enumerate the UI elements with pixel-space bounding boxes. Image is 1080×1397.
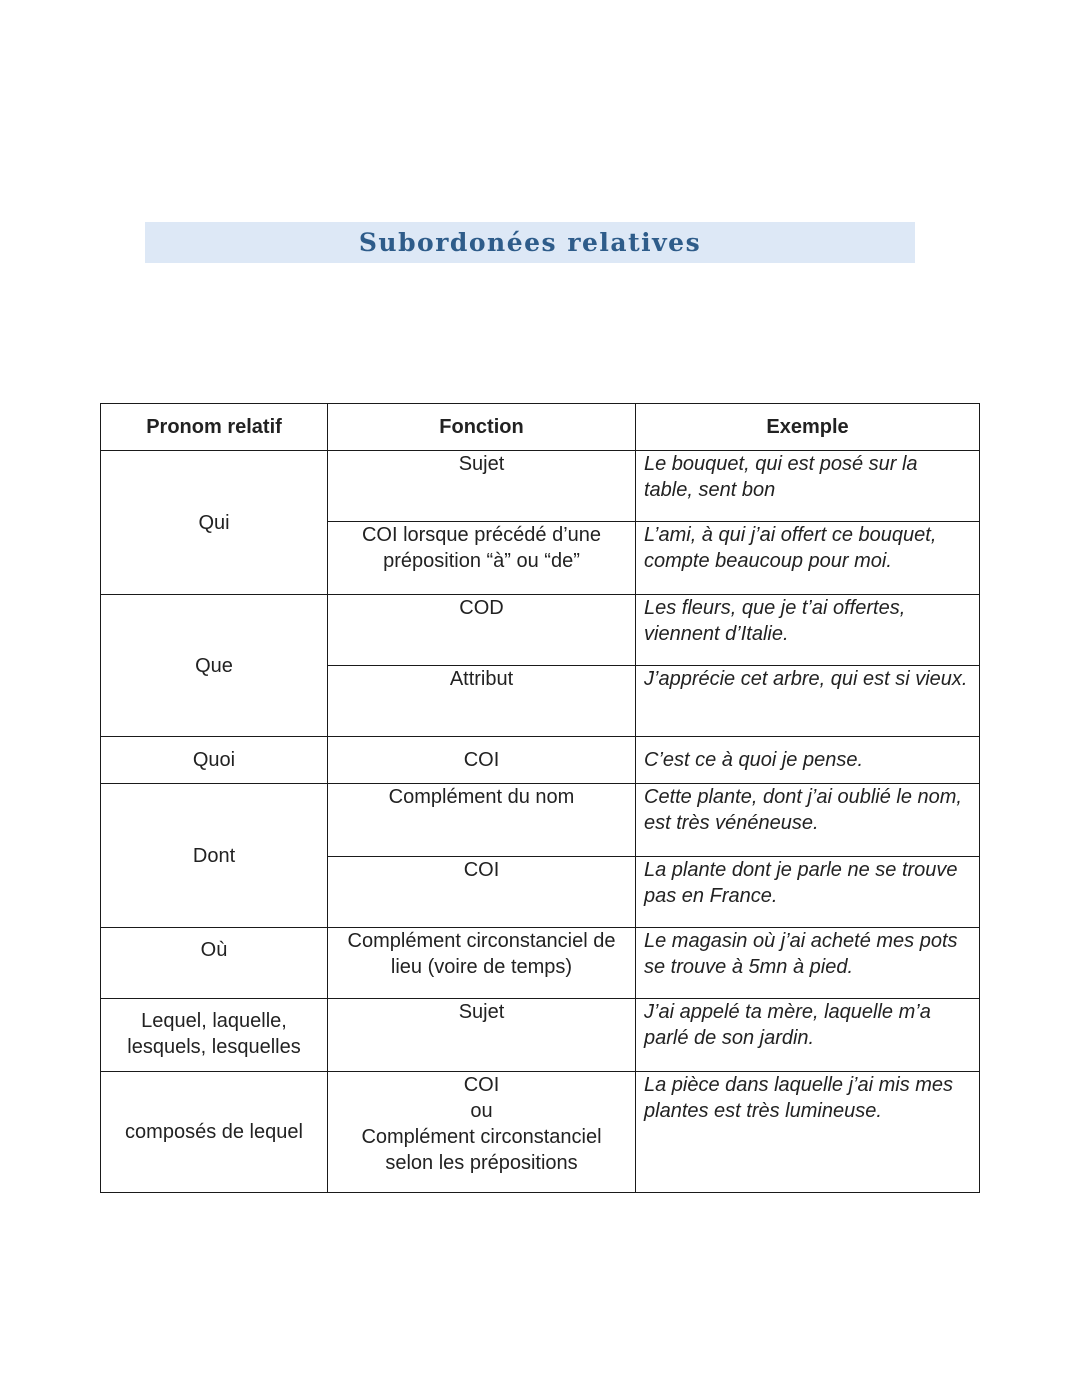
exemple-cell: La plante dont je parle ne se trouve pas en France. (636, 857, 980, 928)
pronom-cell: Dont (101, 784, 328, 928)
fonction-cell: COI (328, 857, 636, 928)
title-banner (145, 222, 915, 263)
table-row (101, 784, 980, 857)
exemple-cell: Cette plante, dont j’ai oublié le nom, est très vénéneuse. (636, 784, 980, 857)
fonction-cell: Sujet (328, 999, 636, 1072)
table-row (101, 1072, 980, 1193)
header-pronom: Pronom relatif (101, 404, 328, 451)
exemple-cell: L’ami, à qui j’ai offert ce bouquet, compte beaucoup pour moi. (636, 522, 980, 595)
table-row (101, 928, 980, 999)
fonction-cell: COI lorsque précédé d’une préposition “à” ou “de” (328, 522, 636, 595)
pronom-cell: Où (101, 928, 328, 999)
table-row (101, 451, 980, 522)
exemple-cell: Le bouquet, qui est posé sur la table, sent bon (636, 451, 980, 522)
pronom-cell: composés de lequel (101, 1072, 328, 1193)
exemple-cell: J’ai appelé ta mère, laquelle m’a parlé de son jardin. (636, 999, 980, 1072)
fonction-cell (328, 1072, 636, 1193)
fonction-line: Complément circonstanciel (361, 1126, 602, 1148)
relative-pronouns-table (100, 403, 980, 1193)
fonction-line: COI (463, 1074, 500, 1096)
fonction-cell: Complément du nom (328, 784, 636, 857)
fonction-cell: COI (328, 737, 636, 784)
fonction-cell: Attribut (328, 666, 636, 737)
exemple-cell: J’apprécie cet arbre, qui est si vieux. (636, 666, 980, 737)
header-fonction: Fonction (328, 404, 636, 451)
table-row (101, 737, 980, 784)
pronom-cell: Lequel, laquelle, lesquels, lesquelles (101, 999, 328, 1072)
table-row (101, 595, 980, 666)
header-exemple: Exemple (636, 404, 980, 451)
exemple-cell: Les fleurs, que je t’ai offertes, viennent d’Italie. (636, 595, 980, 666)
table-header-row (101, 404, 980, 451)
table-row (101, 999, 980, 1072)
exemple-cell: Le magasin où j’ai acheté mes pots se trouve à 5mn à pied. (636, 928, 980, 999)
fonction-line: selon les prépositions (385, 1152, 578, 1174)
pronom-cell: Que (101, 595, 328, 737)
page-title: Subordonées relatives (358, 228, 702, 257)
fonction-line: ou (470, 1100, 493, 1122)
exemple-cell: C’est ce à quoi je pense. (636, 737, 980, 784)
pronom-cell: Quoi (101, 737, 328, 784)
fonction-cell: COD (328, 595, 636, 666)
pronom-cell: Qui (101, 451, 328, 595)
exemple-cell: La pièce dans laquelle j’ai mis mes plantes est très lumineuse. (636, 1072, 980, 1193)
fonction-cell: Complément circonstanciel de lieu (voire de temps) (328, 928, 636, 999)
fonction-cell: Sujet (328, 451, 636, 522)
